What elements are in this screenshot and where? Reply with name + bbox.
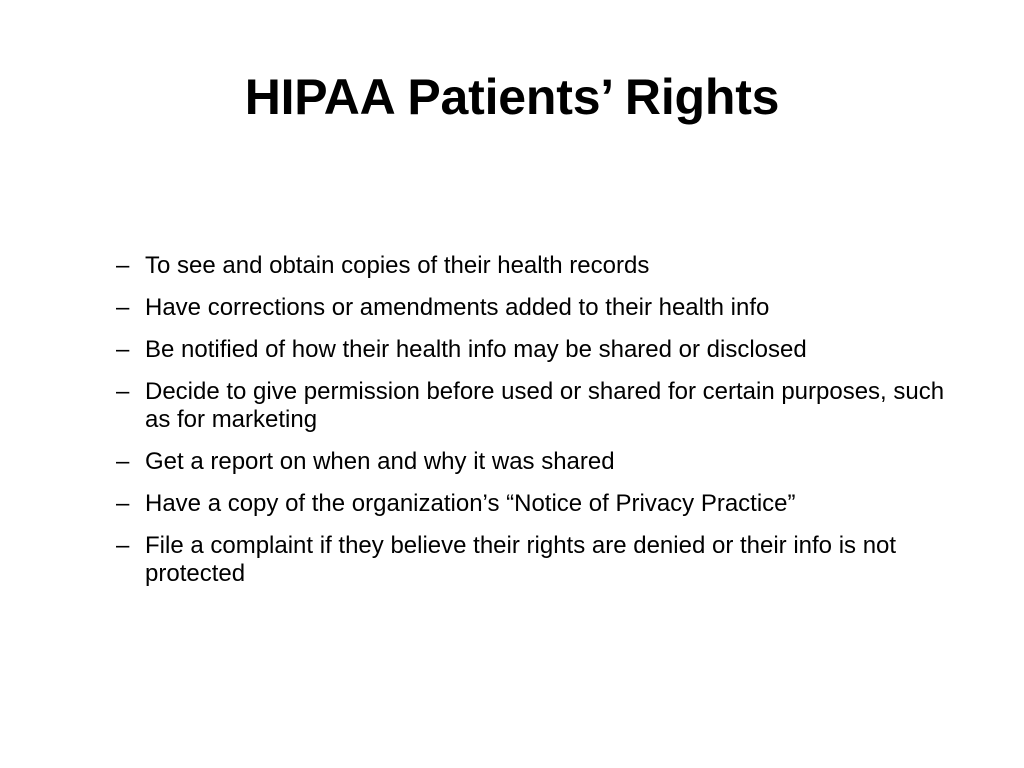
list-item-text: Have a copy of the organization’s “Notice of Privacy Practice” [145, 490, 796, 517]
bullet-dash: – [116, 378, 130, 405]
list-item-text: Be notified of how their health info may be shared or disclosed [145, 336, 807, 363]
list-item [116, 532, 976, 588]
bullet-dash: – [116, 490, 130, 517]
rights-list [116, 252, 976, 602]
list-item-text: To see and obtain copies of their health records [145, 252, 650, 279]
list-item [116, 252, 976, 280]
list-item-text: Have corrections or amendments added to their health info [145, 294, 770, 321]
list-item [116, 490, 976, 518]
bullet-dash: – [116, 532, 130, 559]
list-item-text: Decide to give permission before used or shared for certain purposes, such as for marketing [145, 378, 945, 433]
list-item [116, 448, 976, 476]
list-item-text: File a complaint if they believe their rights are denied or their info is not protected [145, 532, 897, 587]
list-item-text: Get a report on when and why it was shared [145, 448, 615, 475]
bullet-dash: – [116, 252, 130, 279]
list-item [116, 336, 976, 364]
slide-title: HIPAA Patients’ Rights [244, 69, 780, 125]
bullet-dash: – [116, 448, 130, 475]
list-item [116, 378, 976, 434]
bullet-dash: – [116, 336, 130, 363]
bullet-dash: – [116, 294, 130, 321]
list-item [116, 294, 976, 322]
